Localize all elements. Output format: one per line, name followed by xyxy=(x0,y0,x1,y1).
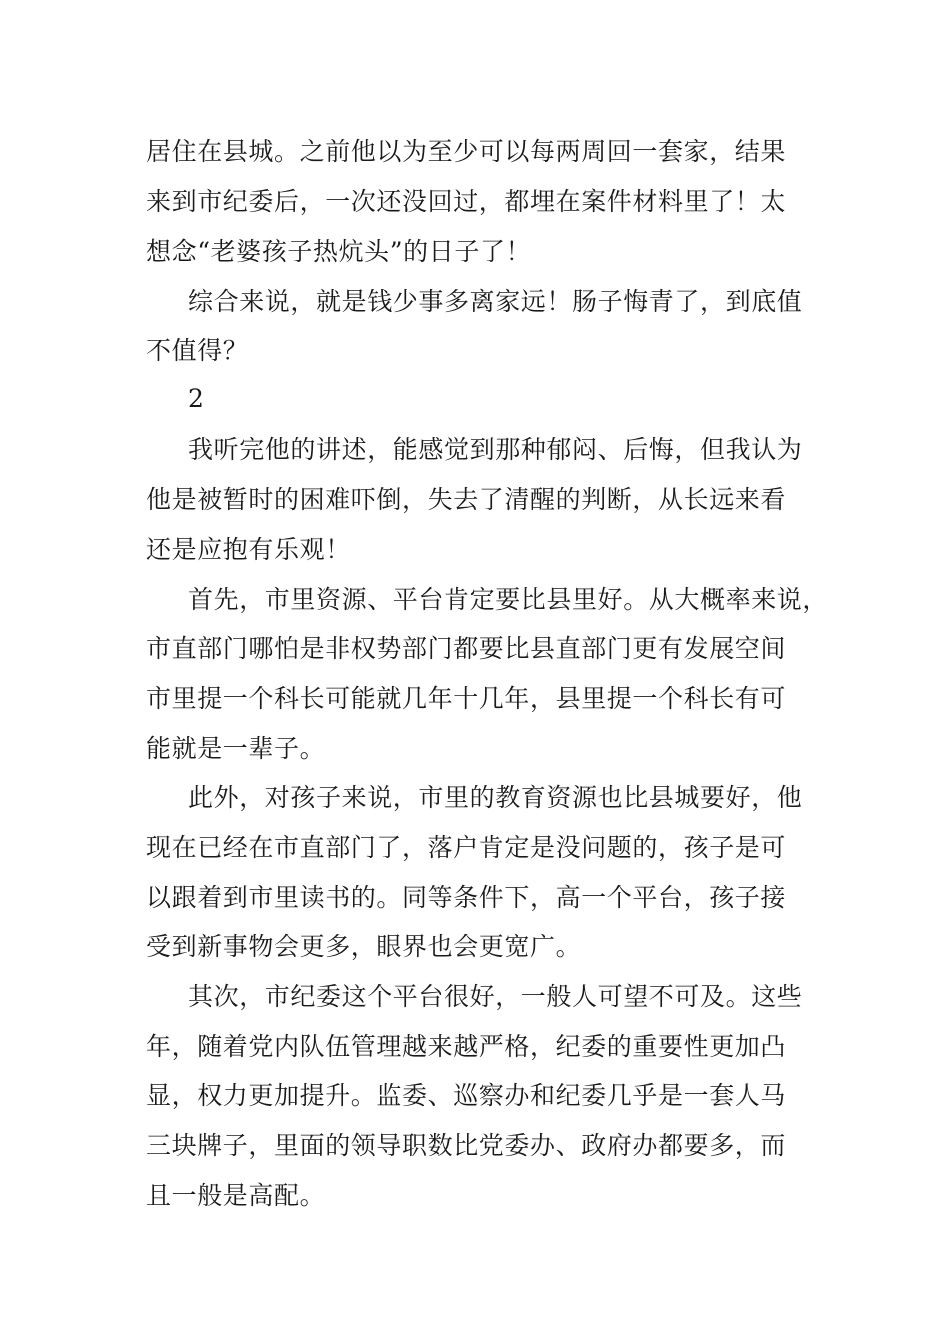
paragraph-first-line: 首先，市里资源、平台肯定要比县里好。从大概率来说， xyxy=(188,585,829,614)
text-line: 不值得？ xyxy=(146,336,249,365)
text-line: 显，权力更加提升。监委、巡察办和纪委几乎是一套人马 xyxy=(146,1081,787,1110)
text-line: 来到市纪委后，一次还没回过，都埋在案件材料里了！太 xyxy=(146,187,787,216)
text-line: 想念“老婆孩子热炕头”的日子了！ xyxy=(146,237,532,266)
paragraph-first-line: 综合来说，就是钱少事多离家远！肠子悔青了，到底值 xyxy=(188,287,803,316)
paragraph-first-line: 我听完他的讲述，能感觉到那种郁闷、后悔，但我认为 xyxy=(188,435,803,464)
section-number: 2 xyxy=(188,384,205,413)
text-line: 以跟着到市里读书的。同等条件下，高一个平台，孩子接 xyxy=(146,883,787,912)
text-line: 年，随着党内队伍管理越来越严格，纪委的重要性更加凸 xyxy=(146,1032,787,1061)
text-line: 他是被暂时的困难吓倒，失去了清醒的判断，从长远来看 xyxy=(146,485,787,514)
text-line: 居住在县城。之前他以为至少可以每两周回一套家，结果 xyxy=(146,137,787,166)
paragraph-first-line: 此外，对孩子来说，市里的教育资源也比县城要好，他 xyxy=(188,783,803,812)
text-line: 市直部门哪怕是非权势部门都要比县直部门更有发展空间 xyxy=(146,634,787,663)
text-line: 受到新事物会更多，眼界也会更宽广。 xyxy=(146,932,582,961)
paragraph-first-line: 其次，市纪委这个平台很好，一般人可望不可及。这些 xyxy=(188,982,803,1011)
text-line: 能就是一辈子。 xyxy=(146,734,326,763)
text-line: 现在已经在市直部门了，落户肯定是没问题的，孩子是可 xyxy=(146,833,787,862)
text-line: 还是应抱有乐观！ xyxy=(146,535,351,564)
text-line: 且一般是高配。 xyxy=(146,1181,326,1210)
text-line: 三块牌子，里面的领导职数比党委办、政府办都要多，而 xyxy=(146,1131,787,1160)
text-line: 市里提一个科长可能就几年十几年，县里提一个科长有可 xyxy=(146,684,787,713)
